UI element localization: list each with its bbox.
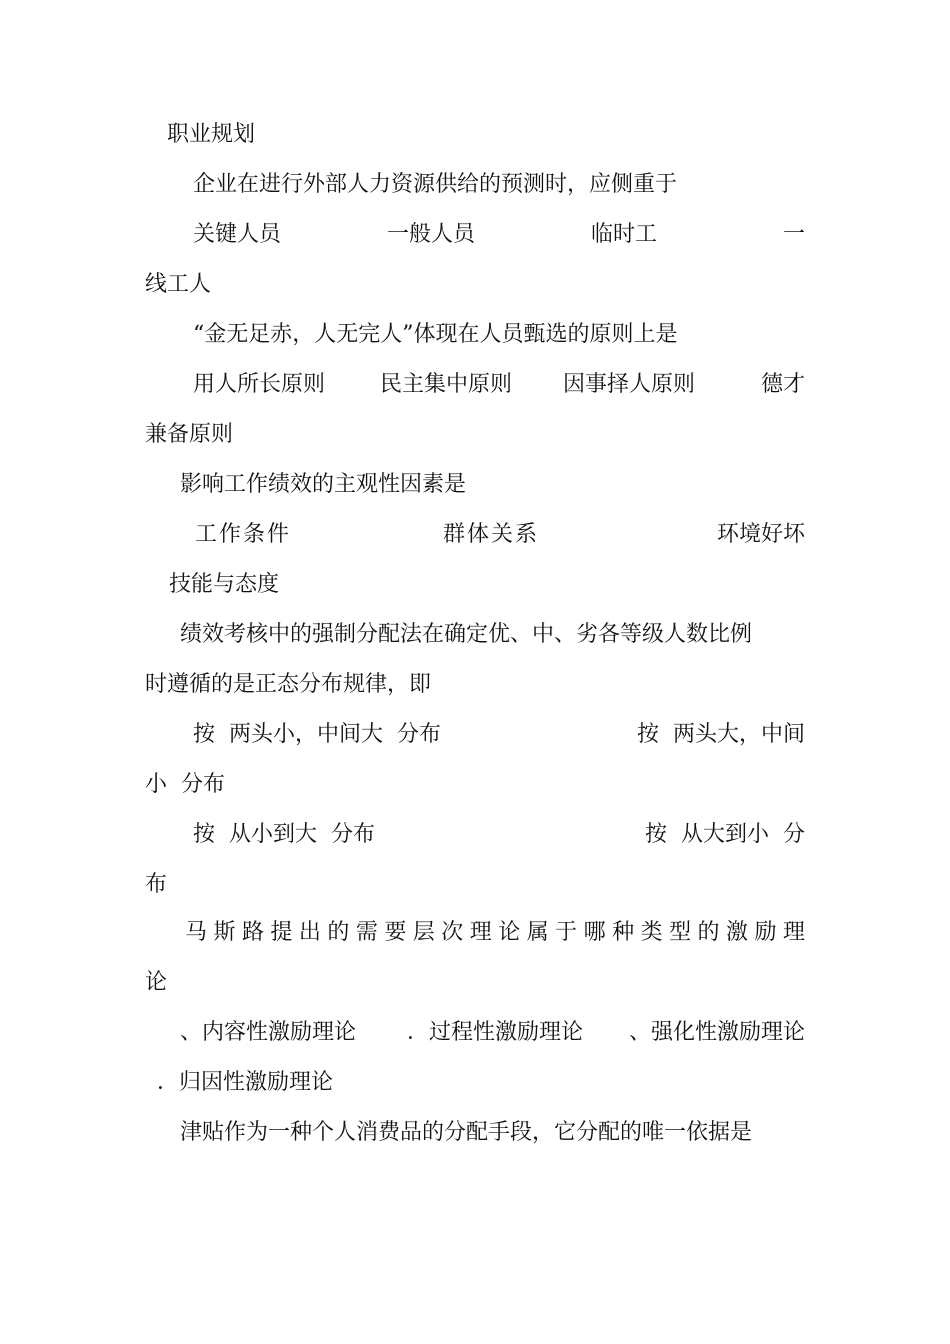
q4-option-c: 按 从小到大 分布	[193, 822, 375, 847]
question-6	[145, 1118, 805, 1148]
question-4-cont	[145, 670, 805, 700]
question-1-text: 企业在进行外部人力资源供给的预测时，应侧重于	[193, 172, 678, 197]
heading-text: 职业规划	[167, 122, 256, 147]
q1-option-d-cont: 线工人	[145, 272, 212, 297]
q4-option-b-cont: 小 分布	[145, 772, 225, 797]
question-5-text-line1: 马斯路提出的需要层次理论属于哪种类型的激励理	[185, 920, 805, 945]
question-3-text: 影响工作绩效的主观性因素是	[180, 472, 467, 497]
question-5-options	[145, 1018, 805, 1048]
q5-option-d: ．归因性激励理论	[157, 1070, 334, 1095]
question-1	[145, 170, 805, 200]
question-5-cont	[145, 968, 805, 998]
q4-option-d-cont: 布	[145, 872, 168, 897]
question-5-options-cont	[145, 1068, 805, 1098]
q1-option-a: 关键人员	[193, 222, 282, 247]
q2-option-d-cont: 兼备原则	[145, 422, 234, 447]
question-1-options	[145, 220, 805, 250]
question-1-options-cont	[145, 270, 805, 300]
q1-option-d-start: 一	[782, 222, 805, 247]
question-4-text-line1: 绩效考核中的强制分配法在确定优、中、劣各等级人数比例	[180, 622, 753, 647]
question-3	[145, 470, 805, 500]
question-4-options-cd-cont	[145, 870, 805, 900]
q2-option-c: 因事择人原则	[563, 372, 696, 397]
q1-option-c: 临时工	[591, 222, 658, 247]
q4-option-a: 按 两头小，中间大 分布	[193, 722, 441, 747]
q3-option-a: 工作条件	[195, 522, 292, 547]
section-heading	[145, 120, 805, 150]
q2-option-d-start: 德才	[760, 372, 805, 397]
question-4-text-line2: 时遵循的是正态分布规律，即	[145, 672, 432, 697]
question-4-options-cd	[145, 820, 805, 850]
q4-option-b-start: 按 两头大，中间	[637, 722, 805, 747]
question-6-text: 津贴作为一种个人消费品的分配手段，它分配的唯一依据是	[180, 1120, 753, 1145]
question-3-options-cont	[145, 570, 805, 600]
question-2-text: “金无足赤，人无完人”体现在人员甄选的原则上是	[193, 322, 678, 347]
q3-option-b: 群体关系	[443, 522, 540, 547]
question-5	[145, 918, 805, 948]
question-4-options-ab-cont	[145, 770, 805, 800]
q3-option-d: 技能与态度	[169, 572, 280, 597]
q5-option-a: 、内容性激励理论	[180, 1020, 357, 1045]
q3-option-c: 环境好坏	[716, 522, 805, 547]
q4-option-d-start: 按 从大到小 分	[645, 822, 805, 847]
question-2-options	[145, 370, 805, 400]
question-5-text-line2: 论	[145, 970, 168, 995]
q5-option-c: 、强化性激励理论	[628, 1020, 805, 1045]
question-3-options	[145, 520, 805, 550]
question-4	[145, 620, 805, 650]
question-2	[145, 320, 805, 350]
q2-option-a: 用人所长原则	[193, 372, 326, 397]
question-2-options-cont	[145, 420, 805, 450]
q1-option-b: 一般人员	[387, 222, 476, 247]
question-4-options-ab	[145, 720, 805, 750]
q2-option-b: 民主集中原则	[380, 372, 513, 397]
q5-option-b: ．过程性激励理论	[407, 1020, 584, 1045]
